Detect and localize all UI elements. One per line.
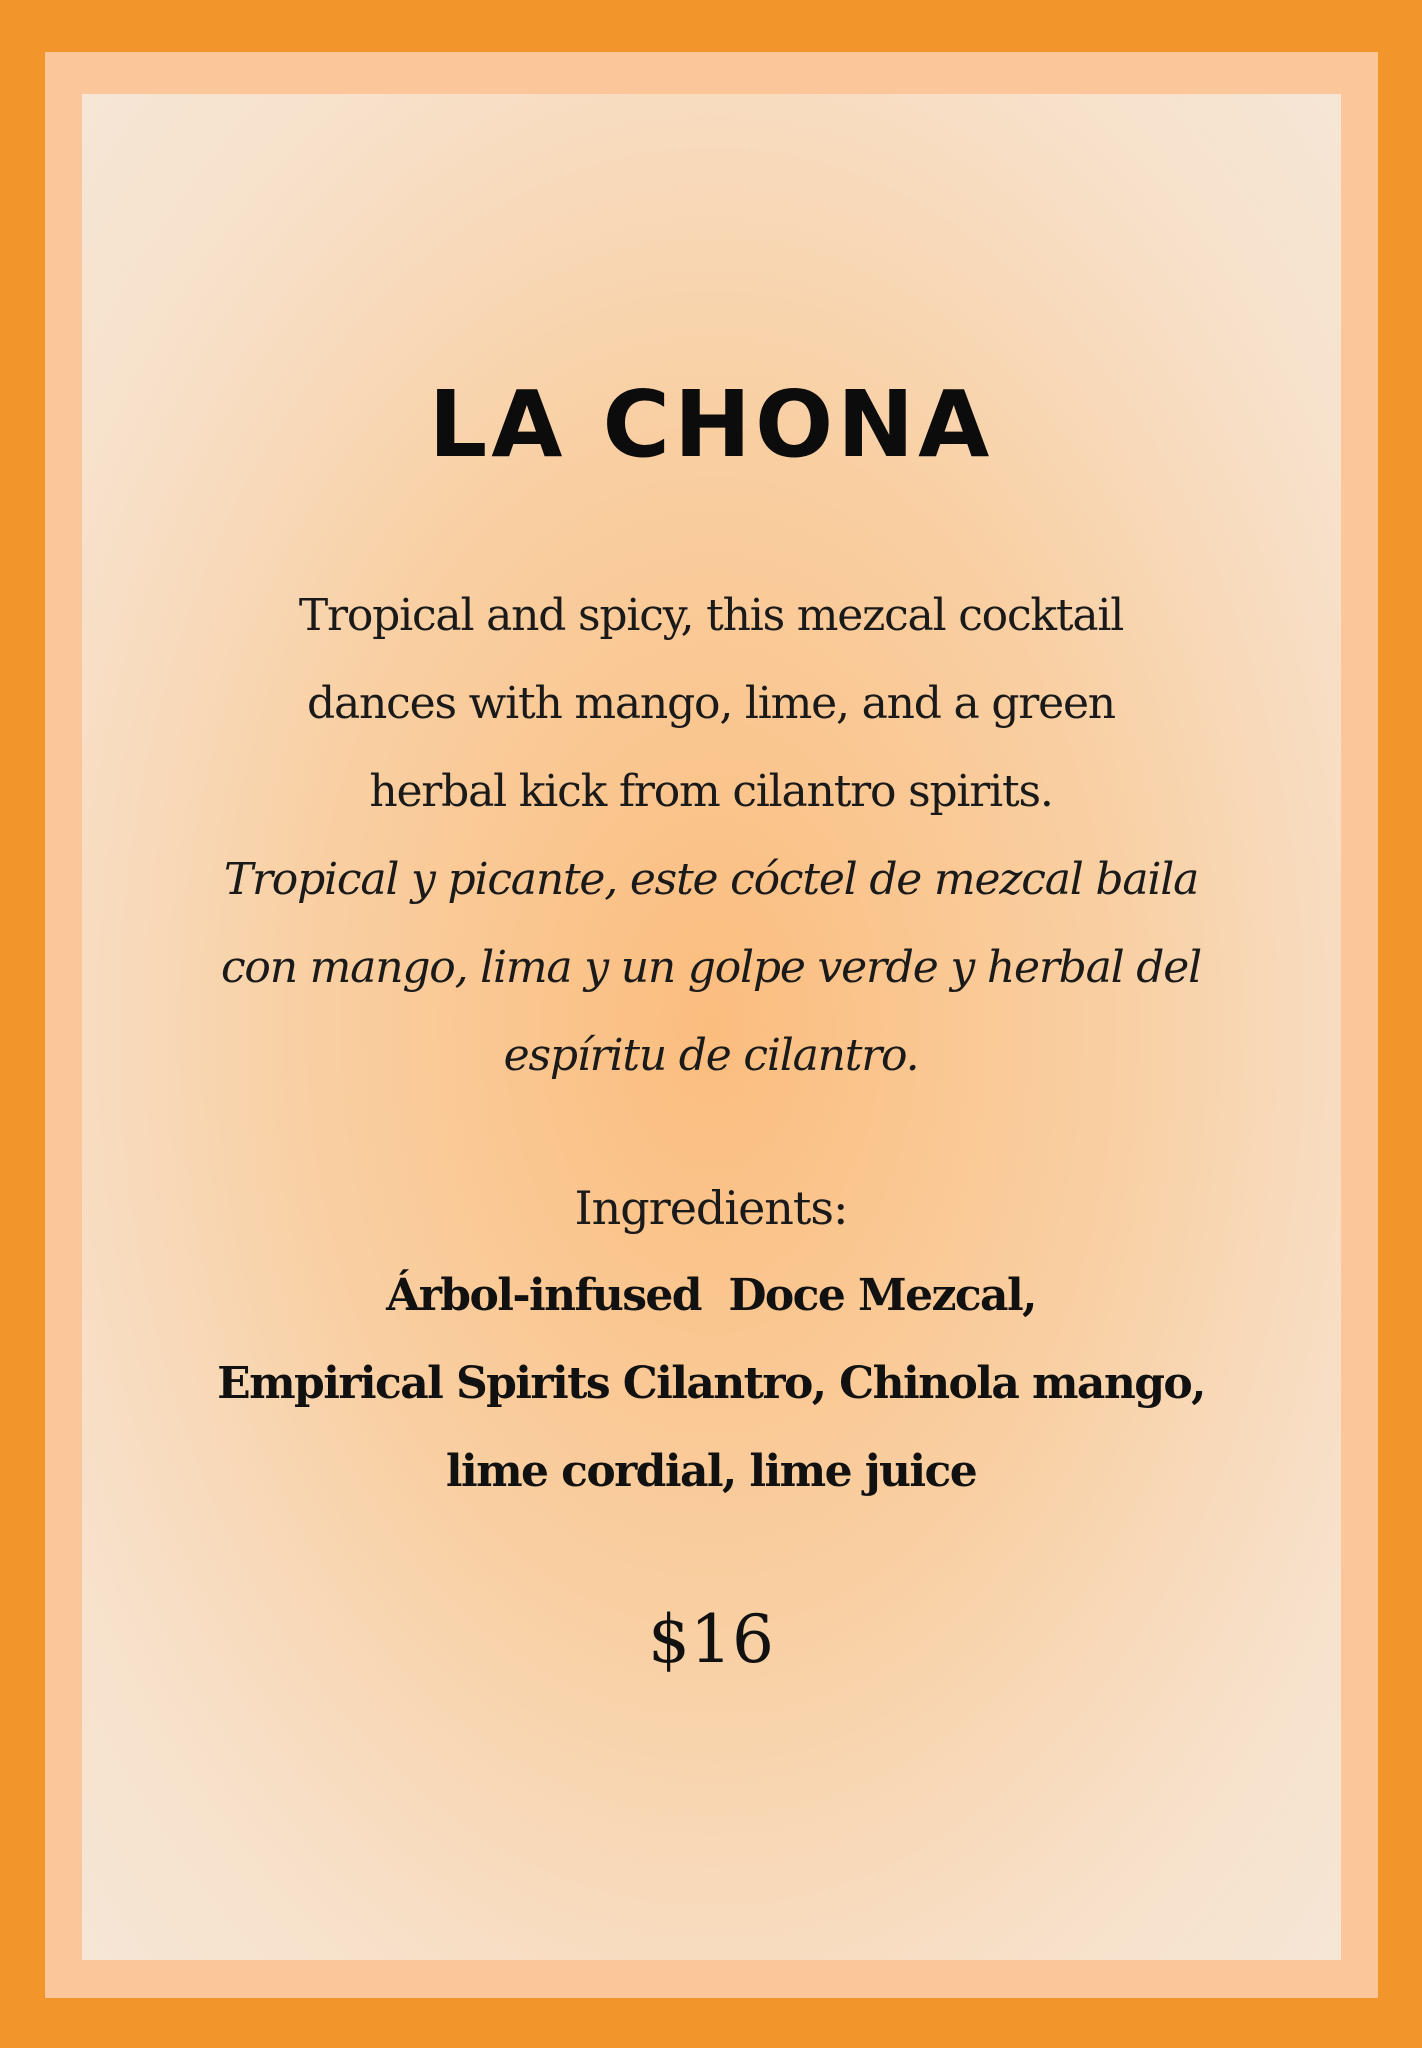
description-english: [0, 572, 1422, 836]
description-english-line: dances with mango, lime, and a green: [307, 678, 1115, 729]
ingredients-line: lime cordial, lime juice: [445, 1446, 977, 1497]
ingredients-list: [0, 1252, 1422, 1516]
description-spanish-line: Tropical y picante, este cóctel de mezcal baila: [223, 854, 1199, 905]
ingredients-heading: Ingredients:: [574, 1181, 848, 1235]
description-english-line: herbal kick from cilantro spirits.: [369, 766, 1053, 817]
price: $16: [648, 1601, 774, 1678]
description-english-line: Tropical and spicy, this mezcal cocktail: [298, 590, 1124, 641]
ingredients-line: Empirical Spirits Cilantro, Chinola mango,: [217, 1358, 1205, 1409]
description-spanish-line: espíritu de cilantro.: [503, 1030, 919, 1081]
ingredients-line: Árbol-infused Doce Mezcal,: [386, 1270, 1036, 1321]
description-spanish: [0, 836, 1422, 1100]
description-spanish-line: con mango, lima y un golpe verde y herbal del: [220, 942, 1201, 993]
cocktail-title: LA CHONA: [428, 371, 994, 478]
